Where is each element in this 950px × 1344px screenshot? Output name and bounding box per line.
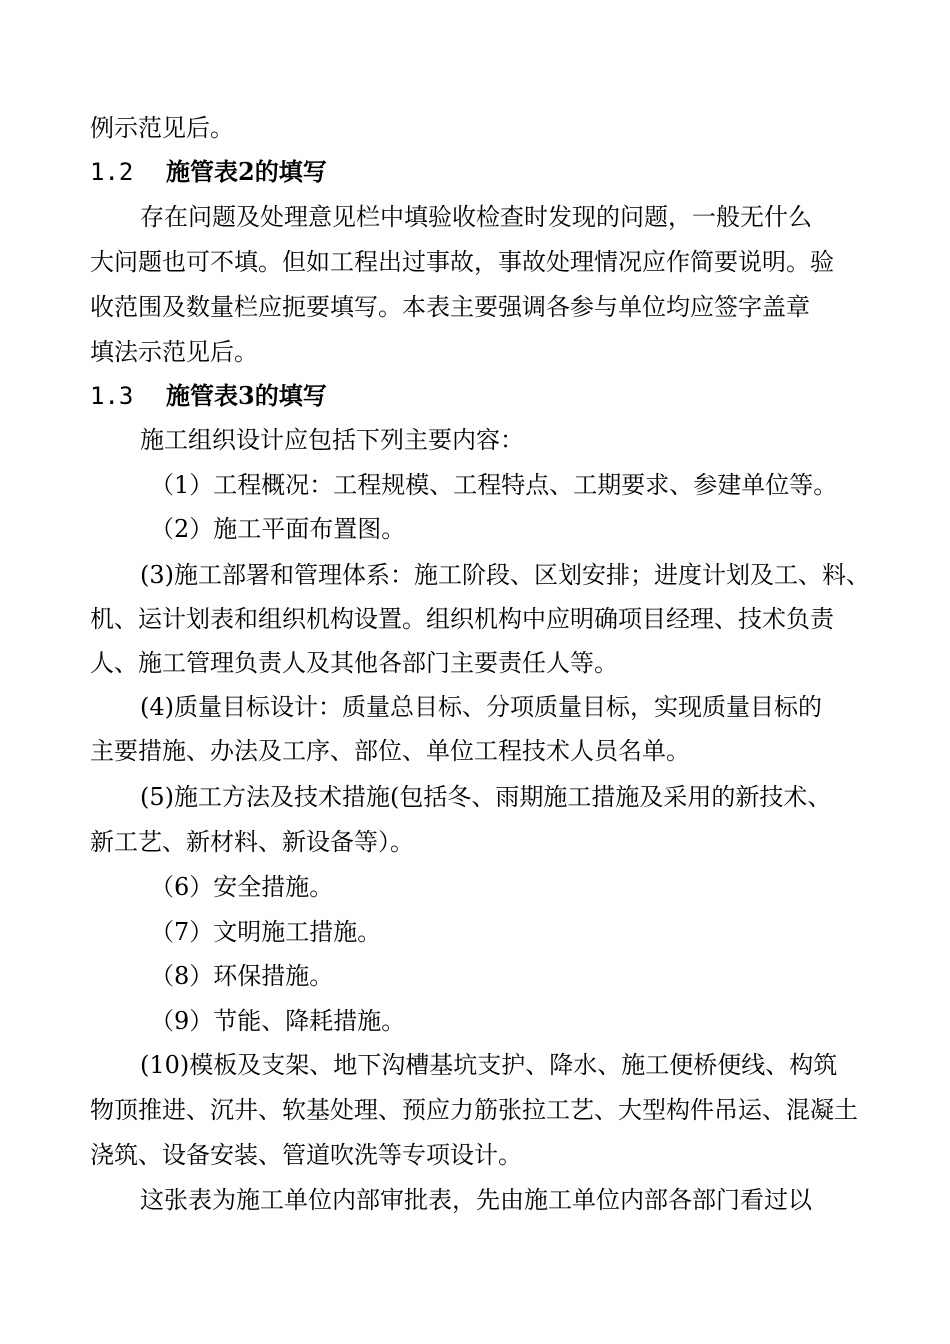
list-item-7: （7）文明施工措施。: [150, 918, 382, 946]
closing-line: 这张表为施工单位内部审批表，先由施工单位内部各部门看过以: [140, 1186, 812, 1214]
section-1-3-heading: [90, 381, 865, 411]
paragraph-line: 收范围及数量栏应扼要填写。本表主要强调各参与单位均应签字盖章: [90, 293, 810, 321]
section-title: 施管表2的填写: [166, 157, 327, 186]
list-item-6: （6）安全措施。: [150, 873, 334, 901]
list-item-1: （1）工程概况：工程规模、工程特点、工期要求、参建单位等。: [150, 471, 838, 499]
intro-line: 例示范见后。: [90, 114, 234, 142]
list-item-5-line: 新工艺、新材料、新设备等）。: [90, 828, 414, 856]
list-item-9: （9）节能、降耗措施。: [150, 1007, 406, 1035]
paragraph-line: 填法示范见后。: [90, 338, 258, 366]
paragraph-line: 存在问题及处理意见栏中填验收检查时发现的问题，一般无什么: [140, 203, 812, 231]
list-item-10-line: (10)模板及支架、地下沟槽基坑支护、降水、施工便桥便线、构筑: [140, 1051, 838, 1079]
list-item-4-line: (4)质量目标设计：质量总目标、分项质量目标，实现质量目标的: [140, 693, 822, 721]
lead-line: 施工组织设计应包括下列主要内容：: [140, 426, 524, 454]
list-item-10-line: 浇筑、设备安装、管道吹洗等专项设计。: [90, 1141, 522, 1169]
paragraph-line: 大问题也可不填。但如工程出过事故，事故处理情况应作简要说明。验: [90, 248, 834, 276]
section-number: 1.2: [90, 158, 134, 186]
list-item-3-line: 人、施工管理负责人及其他各部门主要责任人等。: [90, 649, 618, 677]
section-title: 施管表3的填写: [166, 381, 327, 410]
list-item-4-line: 主要措施、办法及工序、部位、单位工程技术人员名单。: [90, 737, 690, 765]
list-item-5-line: (5)施工方法及技术措施(包括冬、雨期施工措施及采用的新技术、: [140, 783, 832, 811]
section-number: 1.3: [90, 382, 134, 410]
list-item-10-line: 物顶推进、沉井、软基处理、预应力筋张拉工艺、大型构件吊运、混凝土: [90, 1096, 858, 1124]
section-1-2-heading: [90, 157, 865, 187]
list-item-8: （8）环保措施。: [150, 962, 334, 990]
list-item-3-line: (3)施工部署和管理体系：施工阶段、区划安排；进度计划及工、料、: [140, 561, 870, 589]
list-item-2: （2）施工平面布置图。: [150, 515, 406, 543]
list-item-3-line: 机、运计划表和组织机构设置。组织机构中应明确项目经理、技术负责: [90, 605, 834, 633]
